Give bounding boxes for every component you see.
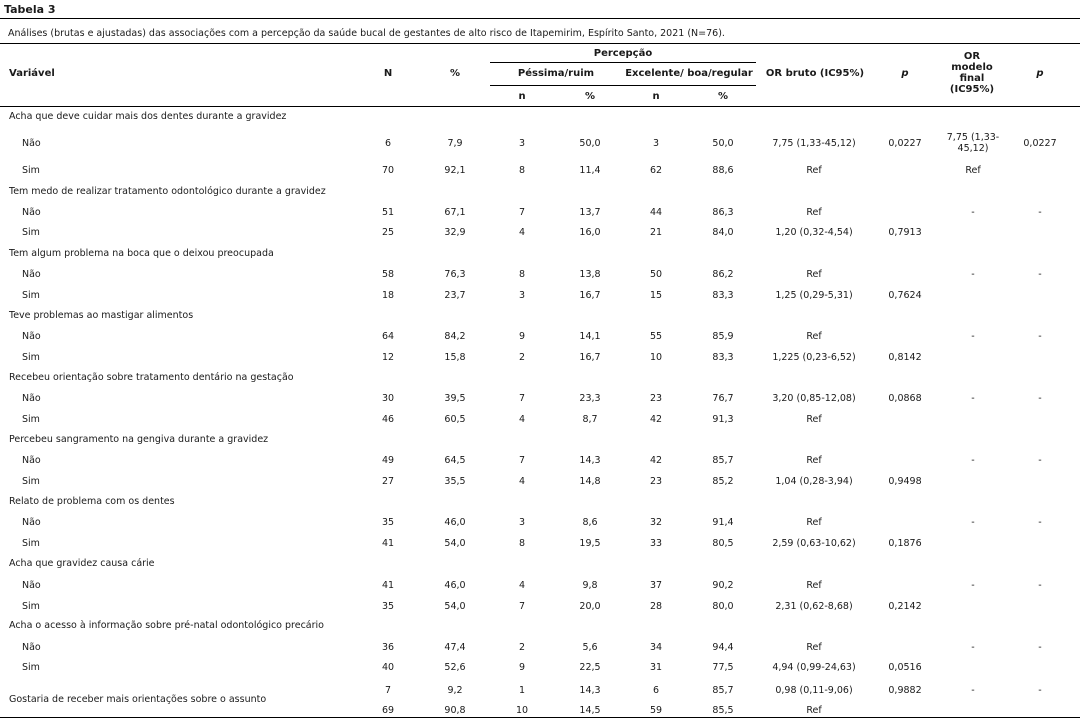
cell-or: Ref (806, 517, 822, 528)
cell-or: 3,20 (0,85-12,08) (772, 393, 856, 404)
cell-N: 41 (381, 538, 395, 549)
cell-n1: 7 (518, 601, 526, 612)
cell-p1: 16,7 (579, 352, 601, 363)
cell-p: 0,8142 (888, 352, 922, 363)
cell-p1: 13,7 (579, 207, 601, 218)
cell-n2: 21 (649, 227, 663, 238)
cell-p-final: - (1038, 393, 1042, 404)
cell-n2: 37 (649, 580, 663, 591)
cell-p: 0,7913 (888, 227, 922, 238)
cell-pct: 9,2 (447, 685, 463, 696)
cell-or: 7,75 (1,33-45,12) (772, 138, 856, 149)
cell-pct: 32,9 (444, 227, 466, 238)
cell-or: 2,31 (0,62-8,68) (775, 601, 853, 612)
cell-n1: 9 (518, 331, 526, 342)
cell-n1: 8 (518, 165, 526, 176)
cell-or: Ref (806, 642, 822, 653)
cell-pct: 35,5 (444, 476, 466, 487)
cell-p1: 19,5 (579, 538, 601, 549)
cell-or: Ref (806, 705, 822, 716)
cell-p1: 23,3 (579, 393, 601, 404)
cell-p2: 85,7 (712, 455, 734, 466)
cell-p1: 14,3 (579, 455, 601, 466)
group-title: Tem algum problema na boca que o deixou preocupada (9, 248, 274, 259)
cell-N: 49 (381, 455, 395, 466)
cell-pct: 7,9 (447, 138, 463, 149)
cell-pct: 76,3 (444, 269, 466, 280)
cell-n2: 31 (649, 662, 663, 673)
cell-n2: 3 (652, 138, 660, 149)
cell-p-final: - (1038, 685, 1042, 696)
caption-rule (0, 43, 1080, 44)
cell-p1: 16,7 (579, 290, 601, 301)
cell-p1: 14,5 (579, 705, 601, 716)
cell-p2: 90,2 (712, 580, 734, 591)
cell-or-final: - (971, 685, 975, 696)
row-label: Sim (22, 352, 40, 363)
cell-N: 18 (381, 290, 395, 301)
group-title: Tem medo de realizar tratamento odontológico durante a gravidez (9, 186, 326, 197)
cell-p2: 88,6 (712, 165, 734, 176)
row-label: Não (22, 331, 41, 342)
cell-N: 6 (384, 138, 392, 149)
top-rule (0, 18, 1080, 19)
row-label: Sim (22, 601, 40, 612)
cell-n2: 42 (649, 455, 663, 466)
header-sub-p1: % (584, 91, 596, 102)
cell-N: 70 (381, 165, 395, 176)
cell-N: 7 (384, 685, 392, 696)
cell-or-final: Ref (965, 165, 981, 176)
header-percepcao: Percepção (593, 48, 653, 59)
cell-or-final: - (971, 580, 975, 591)
cell-n1: 3 (518, 290, 526, 301)
cell-N: 69 (381, 705, 395, 716)
cell-pct: 92,1 (444, 165, 466, 176)
cell-n2: 34 (649, 642, 663, 653)
row-label: Não (22, 455, 41, 466)
cell-p-final: - (1038, 269, 1042, 280)
cell-pct: 54,0 (444, 601, 466, 612)
cell-N: 58 (381, 269, 395, 280)
cell-n1: 4 (518, 580, 526, 591)
cell-p2: 83,3 (712, 352, 734, 363)
header-sub-n1: n (518, 91, 526, 102)
cell-or: 1,25 (0,29-5,31) (775, 290, 853, 301)
cell-p2: 94,4 (712, 642, 734, 653)
cell-or-final: - (971, 207, 975, 218)
cell-or: Ref (806, 414, 822, 425)
row-label: Sim (22, 414, 40, 425)
cell-p-final: - (1038, 642, 1042, 653)
cell-pct: 47,4 (444, 642, 466, 653)
cell-or: Ref (806, 269, 822, 280)
cell-p1: 8,7 (582, 414, 598, 425)
cell-p-final: - (1038, 517, 1042, 528)
cell-p: 0,9498 (888, 476, 922, 487)
cell-p2: 85,9 (712, 331, 734, 342)
group-title: Relato de problema com os dentes (9, 496, 175, 507)
cell-p-final: - (1038, 455, 1042, 466)
header-p2: p (1036, 68, 1044, 79)
table-caption: Análises (brutas e ajustadas) das associações com a percepção da saúde bucal de gestantes de alto risco de Itapemirim, Espírito Santo, 2021 (N=76). (8, 28, 725, 39)
cell-n2: 10 (649, 352, 663, 363)
cell-or-final: - (971, 455, 975, 466)
header-or-bruto: OR bruto (IC95%) (765, 68, 865, 79)
cell-n1: 7 (518, 393, 526, 404)
cell-or: Ref (806, 207, 822, 218)
cell-p: 0,9882 (888, 685, 922, 696)
cell-N: 25 (381, 227, 395, 238)
header-rule (0, 106, 1080, 107)
cell-n2: 59 (649, 705, 663, 716)
row-label: Não (22, 138, 41, 149)
row-label: Não (22, 393, 41, 404)
cell-or: Ref (806, 331, 822, 342)
header-pessima: Péssima/ruim (517, 68, 595, 79)
row-label: Sim (22, 538, 40, 549)
cell-p2: 84,0 (712, 227, 734, 238)
cell-p1: 20,0 (579, 601, 601, 612)
cell-n1: 3 (518, 517, 526, 528)
group-title: Teve problemas ao mastigar alimentos (9, 310, 194, 321)
cell-pct: 15,8 (444, 352, 466, 363)
cell-n1: 9 (518, 662, 526, 673)
cell-or: Ref (806, 165, 822, 176)
cell-p1: 11,4 (579, 165, 601, 176)
cell-p2: 85,2 (712, 476, 734, 487)
group-title: Acha que gravidez causa cárie (9, 558, 155, 569)
cell-n2: 42 (649, 414, 663, 425)
cell-p1: 14,3 (579, 685, 601, 696)
cell-p1: 14,1 (579, 331, 601, 342)
header-sub-n2: n (652, 91, 660, 102)
percepcao-rule (490, 62, 756, 63)
cell-n2: 6 (652, 685, 660, 696)
cell-n1: 3 (518, 138, 526, 149)
cell-n2: 33 (649, 538, 663, 549)
cell-N: 46 (381, 414, 395, 425)
cell-or-final: - (971, 517, 975, 528)
cell-p1: 8,6 (582, 517, 598, 528)
table-label: Tabela 3 (4, 3, 56, 16)
cell-p: 0,0516 (888, 662, 922, 673)
cell-p2: 91,3 (712, 414, 734, 425)
cell-n2: 15 (649, 290, 663, 301)
row-label: Sim (22, 227, 40, 238)
group-title: Acha o acesso à informação sobre pré-natal odontológico precário (9, 620, 324, 631)
cell-or: 1,225 (0,23-6,52) (772, 352, 856, 363)
cell-p1: 9,8 (582, 580, 598, 591)
cell-pct: 46,0 (444, 580, 466, 591)
cell-N: 41 (381, 580, 395, 591)
cell-p1: 16,0 (579, 227, 601, 238)
cell-n2: 23 (649, 476, 663, 487)
cell-N: 30 (381, 393, 395, 404)
cell-n1: 2 (518, 352, 526, 363)
header-excelente: Excelente/ boa/regular (625, 68, 753, 79)
cell-N: 64 (381, 331, 395, 342)
cell-N: 40 (381, 662, 395, 673)
cell-p: 0,2142 (888, 601, 922, 612)
cell-or-final: - (971, 642, 975, 653)
cell-p: 0,0227 (888, 138, 922, 149)
cell-pct: 23,7 (444, 290, 466, 301)
cell-N: 35 (381, 601, 395, 612)
row-label: Não (22, 207, 41, 218)
cell-n1: 8 (518, 538, 526, 549)
cell-pct: 84,2 (444, 331, 466, 342)
cell-n2: 28 (649, 601, 663, 612)
cell-or: 0,98 (0,11-9,06) (775, 685, 853, 696)
cell-p2: 80,0 (712, 601, 734, 612)
header-pct: % (449, 68, 461, 79)
cell-p-final: - (1038, 331, 1042, 342)
cell-or: Ref (806, 455, 822, 466)
cell-p1: 22,5 (579, 662, 601, 673)
cell-p1: 50,0 (579, 138, 601, 149)
row-label: Sim (22, 165, 40, 176)
cell-p: 0,1876 (888, 538, 922, 549)
cell-p2: 80,5 (712, 538, 734, 549)
cell-p2: 83,3 (712, 290, 734, 301)
cell-pct: 67,1 (444, 207, 466, 218)
cell-n1: 7 (518, 207, 526, 218)
cell-p2: 85,7 (712, 685, 734, 696)
cell-p2: 91,4 (712, 517, 734, 528)
cell-N: 35 (381, 517, 395, 528)
cell-or: Ref (806, 580, 822, 591)
group-title: Gostaria de receber mais orientações sobre o assunto (9, 694, 267, 705)
cell-n1: 10 (515, 705, 529, 716)
cell-N: 51 (381, 207, 395, 218)
cell-n2: 23 (649, 393, 663, 404)
cell-p2: 77,5 (712, 662, 734, 673)
cell-p-final: 0,0227 (1023, 138, 1057, 149)
cell-p2: 86,3 (712, 207, 734, 218)
row-label: Sim (22, 290, 40, 301)
cell-N: 36 (381, 642, 395, 653)
cell-or-final: 7,75 (1,33-45,12) (946, 132, 1000, 154)
cell-pct: 90,8 (444, 705, 466, 716)
cell-or-final: - (971, 331, 975, 342)
group-title: Percebeu sangramento na gengiva durante a gravidez (9, 434, 269, 445)
cell-pct: 39,5 (444, 393, 466, 404)
cell-n2: 32 (649, 517, 663, 528)
cell-p1: 14,8 (579, 476, 601, 487)
header-sub-p2: % (717, 91, 729, 102)
cell-or: 1,20 (0,32-4,54) (775, 227, 853, 238)
cell-or-final: - (971, 393, 975, 404)
cell-n1: 4 (518, 414, 526, 425)
header-n: N (383, 68, 393, 79)
cell-p2: 76,7 (712, 393, 734, 404)
cell-N: 12 (381, 352, 395, 363)
row-label: Não (22, 580, 41, 591)
row-label: Não (22, 517, 41, 528)
cell-n2: 55 (649, 331, 663, 342)
cell-p: 0,0868 (888, 393, 922, 404)
cell-p-final: - (1038, 207, 1042, 218)
cell-n1: 8 (518, 269, 526, 280)
cell-p-final: - (1038, 580, 1042, 591)
cell-n1: 1 (518, 685, 526, 696)
cell-or: 1,04 (0,28-3,94) (775, 476, 853, 487)
cell-n1: 4 (518, 476, 526, 487)
cell-n2: 44 (649, 207, 663, 218)
cell-or: 2,59 (0,63-10,62) (772, 538, 856, 549)
cell-n2: 50 (649, 269, 663, 280)
row-label: Sim (22, 476, 40, 487)
header-p: p (901, 68, 909, 79)
group-title: Acha que deve cuidar mais dos dentes durante a gravidez (9, 111, 287, 122)
row-label: Não (22, 642, 41, 653)
row-label: Sim (22, 662, 40, 673)
cell-or: 4,94 (0,99-24,63) (772, 662, 856, 673)
cell-n1: 4 (518, 227, 526, 238)
cell-N: 27 (381, 476, 395, 487)
cell-n1: 7 (518, 455, 526, 466)
header-or-final: OR modelo final (IC95%) (949, 51, 995, 95)
group-title: Recebeu orientação sobre tratamento dentário na gestação (9, 372, 294, 383)
cell-p1: 13,8 (579, 269, 601, 280)
cell-p: 0,7624 (888, 290, 922, 301)
cell-pct: 60,5 (444, 414, 466, 425)
cell-pct: 54,0 (444, 538, 466, 549)
header-variavel: Variável (9, 68, 55, 79)
row-label: Não (22, 269, 41, 280)
cell-n1: 2 (518, 642, 526, 653)
cell-pct: 46,0 (444, 517, 466, 528)
cell-p2: 86,2 (712, 269, 734, 280)
cell-p1: 5,6 (582, 642, 598, 653)
sub-rule (490, 85, 756, 86)
cell-pct: 52,6 (444, 662, 466, 673)
cell-n2: 62 (649, 165, 663, 176)
cell-p2: 85,5 (712, 705, 734, 716)
cell-or-final: - (971, 269, 975, 280)
cell-p2: 50,0 (712, 138, 734, 149)
cell-pct: 64,5 (444, 455, 466, 466)
